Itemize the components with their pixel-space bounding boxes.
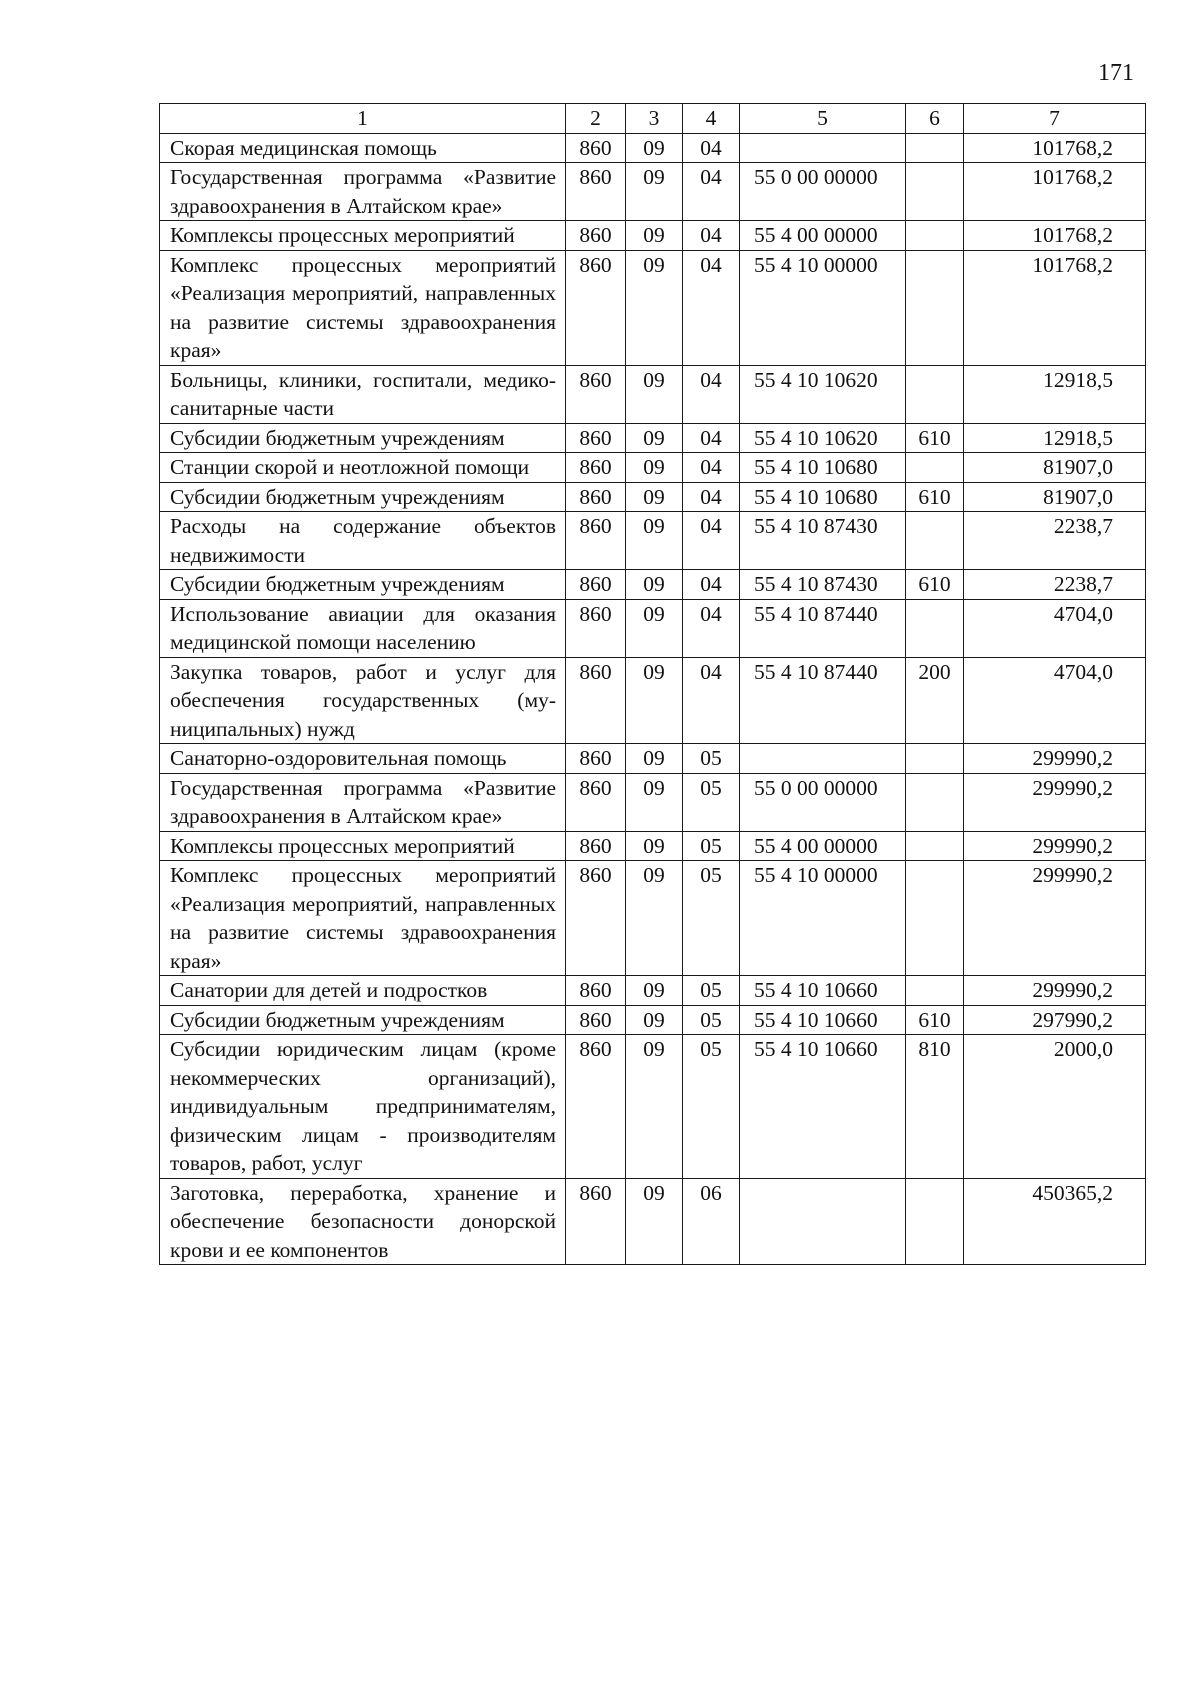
row-pr-cell: 04 <box>683 163 740 221</box>
row-sum-cell: 2238,7 <box>964 570 1146 600</box>
row-pr-cell: 04 <box>683 365 740 423</box>
row-sum-cell: 299990,2 <box>964 744 1146 774</box>
row-rz-cell: 09 <box>626 1035 683 1179</box>
row-gr-cell: 860 <box>566 1178 626 1265</box>
row-rz-cell: 09 <box>626 657 683 744</box>
table-row <box>160 482 1146 512</box>
row-name-cell: Санатории для детей и подростков <box>160 976 566 1006</box>
row-rz-cell: 09 <box>626 1178 683 1265</box>
row-name-cell: Субсидии бюджетным учреждениям <box>160 423 566 453</box>
row-rz-cell: 09 <box>626 221 683 251</box>
row-gr-cell: 860 <box>566 365 626 423</box>
row-pr-cell: 05 <box>683 976 740 1006</box>
row-vr-cell: 810 <box>906 1035 964 1179</box>
row-csr-cell: 55 4 10 10620 <box>740 423 906 453</box>
row-sum-cell: 4704,0 <box>964 657 1146 744</box>
row-name-cell: Комплексы процессных мероприятий <box>160 831 566 861</box>
row-vr-cell <box>906 163 964 221</box>
row-rz-cell: 09 <box>626 423 683 453</box>
row-vr-cell: 200 <box>906 657 964 744</box>
row-csr-cell: 55 4 10 87430 <box>740 512 906 570</box>
row-gr-cell: 860 <box>566 423 626 453</box>
row-csr-cell: 55 4 10 87430 <box>740 570 906 600</box>
row-vr-cell <box>906 773 964 831</box>
table-row <box>160 976 1146 1006</box>
budget-table <box>159 103 1146 1265</box>
row-pr-cell: 04 <box>683 657 740 744</box>
row-csr-cell <box>740 744 906 774</box>
row-name-cell: Субсидии бюджетным учреждениям <box>160 482 566 512</box>
table-row <box>160 657 1146 744</box>
table-row <box>160 1035 1146 1179</box>
row-pr-cell: 05 <box>683 831 740 861</box>
table-row <box>160 453 1146 483</box>
header-col-6: 6 <box>906 104 964 134</box>
row-gr-cell: 860 <box>566 861 626 976</box>
row-gr-cell: 860 <box>566 133 626 163</box>
row-gr-cell: 860 <box>566 773 626 831</box>
row-name-cell: Закупка товаров, работ и услуг для обеспечения государственных (муниципальных) нужд <box>160 657 566 744</box>
row-rz-cell: 09 <box>626 482 683 512</box>
header-col-4: 4 <box>683 104 740 134</box>
row-pr-cell: 05 <box>683 861 740 976</box>
row-pr-cell: 04 <box>683 453 740 483</box>
row-csr-cell: 55 4 10 10660 <box>740 1005 906 1035</box>
header-col-2: 2 <box>566 104 626 134</box>
row-rz-cell: 09 <box>626 1005 683 1035</box>
row-csr-cell: 55 4 00 00000 <box>740 221 906 251</box>
row-gr-cell: 860 <box>566 221 626 251</box>
table-row <box>160 831 1146 861</box>
row-vr-cell <box>906 512 964 570</box>
row-sum-cell: 299990,2 <box>964 976 1146 1006</box>
row-sum-cell: 101768,2 <box>964 221 1146 251</box>
row-name-cell: Государственная программа «Развитие здравоохранения в Алтайском крае» <box>160 773 566 831</box>
row-rz-cell: 09 <box>626 133 683 163</box>
row-sum-cell: 2238,7 <box>964 512 1146 570</box>
row-name-cell: Заготовка, переработка, хранение и обеспечение безопасности донорской крови и ее компонентов <box>160 1178 566 1265</box>
row-rz-cell: 09 <box>626 365 683 423</box>
row-pr-cell: 04 <box>683 250 740 365</box>
row-rz-cell: 09 <box>626 976 683 1006</box>
row-rz-cell: 09 <box>626 570 683 600</box>
row-name-cell: Комплексы процессных мероприятий <box>160 221 566 251</box>
row-sum-cell: 299990,2 <box>964 861 1146 976</box>
row-pr-cell: 05 <box>683 1005 740 1035</box>
row-sum-cell: 297990,2 <box>964 1005 1146 1035</box>
row-name-cell: Использование авиации для оказания медицинской помощи населению <box>160 599 566 657</box>
row-pr-cell: 04 <box>683 133 740 163</box>
row-sum-cell: 299990,2 <box>964 773 1146 831</box>
table-row <box>160 221 1146 251</box>
row-gr-cell: 860 <box>566 657 626 744</box>
row-pr-cell: 05 <box>683 1035 740 1179</box>
row-sum-cell: 450365,2 <box>964 1178 1146 1265</box>
row-gr-cell: 860 <box>566 831 626 861</box>
row-sum-cell: 101768,2 <box>964 133 1146 163</box>
row-vr-cell <box>906 744 964 774</box>
row-csr-cell: 55 4 10 10680 <box>740 482 906 512</box>
row-pr-cell: 04 <box>683 570 740 600</box>
row-rz-cell: 09 <box>626 250 683 365</box>
row-csr-cell: 55 4 00 00000 <box>740 831 906 861</box>
row-sum-cell: 12918,5 <box>964 365 1146 423</box>
row-sum-cell: 12918,5 <box>964 423 1146 453</box>
header-col-7: 7 <box>964 104 1146 134</box>
row-name-cell: Больницы, клиники, госпитали, медико-санитарные части <box>160 365 566 423</box>
row-vr-cell <box>906 250 964 365</box>
row-gr-cell: 860 <box>566 163 626 221</box>
row-csr-cell: 55 4 10 10680 <box>740 453 906 483</box>
row-gr-cell: 860 <box>566 744 626 774</box>
row-pr-cell: 04 <box>683 423 740 453</box>
row-sum-cell: 299990,2 <box>964 831 1146 861</box>
row-sum-cell: 101768,2 <box>964 250 1146 365</box>
table-row <box>160 1178 1146 1265</box>
header-col-1: 1 <box>160 104 566 134</box>
row-vr-cell <box>906 453 964 483</box>
row-vr-cell <box>906 861 964 976</box>
row-vr-cell: 610 <box>906 423 964 453</box>
page-number: 171 <box>1098 60 1134 86</box>
header-col-3: 3 <box>626 104 683 134</box>
row-gr-cell: 860 <box>566 599 626 657</box>
row-vr-cell: 610 <box>906 482 964 512</box>
row-gr-cell: 860 <box>566 1035 626 1179</box>
row-csr-cell: 55 4 10 10660 <box>740 976 906 1006</box>
row-name-cell: Комплекс процессных мероприятий «Реализация мероприятий, направленных на развитие системы здравоохранения края» <box>160 861 566 976</box>
row-csr-cell: 55 4 10 00000 <box>740 250 906 365</box>
table-row <box>160 365 1146 423</box>
row-name-cell: Государственная программа «Развитие здравоохранения в Алтайском крае» <box>160 163 566 221</box>
row-rz-cell: 09 <box>626 744 683 774</box>
table-row <box>160 861 1146 976</box>
table-row <box>160 133 1146 163</box>
row-csr-cell: 55 4 10 10620 <box>740 365 906 423</box>
row-sum-cell: 101768,2 <box>964 163 1146 221</box>
row-name-cell: Субсидии бюджетным учреждениям <box>160 1005 566 1035</box>
row-gr-cell: 860 <box>566 570 626 600</box>
row-pr-cell: 06 <box>683 1178 740 1265</box>
row-csr-cell: 55 0 00 00000 <box>740 773 906 831</box>
row-gr-cell: 860 <box>566 1005 626 1035</box>
row-rz-cell: 09 <box>626 512 683 570</box>
row-gr-cell: 860 <box>566 250 626 365</box>
row-gr-cell: 860 <box>566 976 626 1006</box>
row-csr-cell: 55 4 10 87440 <box>740 599 906 657</box>
table-row <box>160 744 1146 774</box>
table-header-row <box>160 104 1146 134</box>
table-row <box>160 599 1146 657</box>
row-rz-cell: 09 <box>626 599 683 657</box>
row-sum-cell: 81907,0 <box>964 482 1146 512</box>
row-csr-cell: 55 4 10 10660 <box>740 1035 906 1179</box>
row-name-cell: Расходы на содержание объектов недвижимости <box>160 512 566 570</box>
table-row <box>160 512 1146 570</box>
row-csr-cell <box>740 1178 906 1265</box>
row-gr-cell: 860 <box>566 453 626 483</box>
table-row <box>160 570 1146 600</box>
row-pr-cell: 05 <box>683 744 740 774</box>
row-vr-cell: 610 <box>906 570 964 600</box>
row-vr-cell <box>906 221 964 251</box>
row-pr-cell: 05 <box>683 773 740 831</box>
table-row <box>160 163 1146 221</box>
row-vr-cell <box>906 976 964 1006</box>
row-vr-cell <box>906 133 964 163</box>
row-csr-cell <box>740 133 906 163</box>
row-name-cell: Санаторно-оздоровительная помощь <box>160 744 566 774</box>
row-vr-cell <box>906 365 964 423</box>
row-rz-cell: 09 <box>626 163 683 221</box>
row-name-cell: Комплекс процессных мероприятий «Реализация мероприятий, направленных на развитие системы здравоохранения края» <box>160 250 566 365</box>
row-vr-cell <box>906 831 964 861</box>
row-rz-cell: 09 <box>626 453 683 483</box>
row-rz-cell: 09 <box>626 773 683 831</box>
row-gr-cell: 860 <box>566 482 626 512</box>
table-row <box>160 1005 1146 1035</box>
row-rz-cell: 09 <box>626 861 683 976</box>
table-row <box>160 250 1146 365</box>
row-pr-cell: 04 <box>683 512 740 570</box>
table-row <box>160 773 1146 831</box>
row-rz-cell: 09 <box>626 831 683 861</box>
row-csr-cell: 55 0 00 00000 <box>740 163 906 221</box>
row-pr-cell: 04 <box>683 482 740 512</box>
row-name-cell: Субсидии бюджетным учреждениям <box>160 570 566 600</box>
row-sum-cell: 4704,0 <box>964 599 1146 657</box>
table-row <box>160 423 1146 453</box>
row-csr-cell: 55 4 10 00000 <box>740 861 906 976</box>
row-pr-cell: 04 <box>683 599 740 657</box>
row-vr-cell: 610 <box>906 1005 964 1035</box>
row-pr-cell: 04 <box>683 221 740 251</box>
row-gr-cell: 860 <box>566 512 626 570</box>
row-vr-cell <box>906 1178 964 1265</box>
row-name-cell: Скорая медицинская помощь <box>160 133 566 163</box>
row-csr-cell: 55 4 10 87440 <box>740 657 906 744</box>
row-sum-cell: 81907,0 <box>964 453 1146 483</box>
row-sum-cell: 2000,0 <box>964 1035 1146 1179</box>
row-name-cell: Станции скорой и неотложной помощи <box>160 453 566 483</box>
row-vr-cell <box>906 599 964 657</box>
header-col-5: 5 <box>740 104 906 134</box>
row-name-cell: Субсидии юридическим лицам (кроме некоммерческих организаций), индивидуальным предпринимателям, физическим лицам - производителям товаров, работ, услуг <box>160 1035 566 1179</box>
